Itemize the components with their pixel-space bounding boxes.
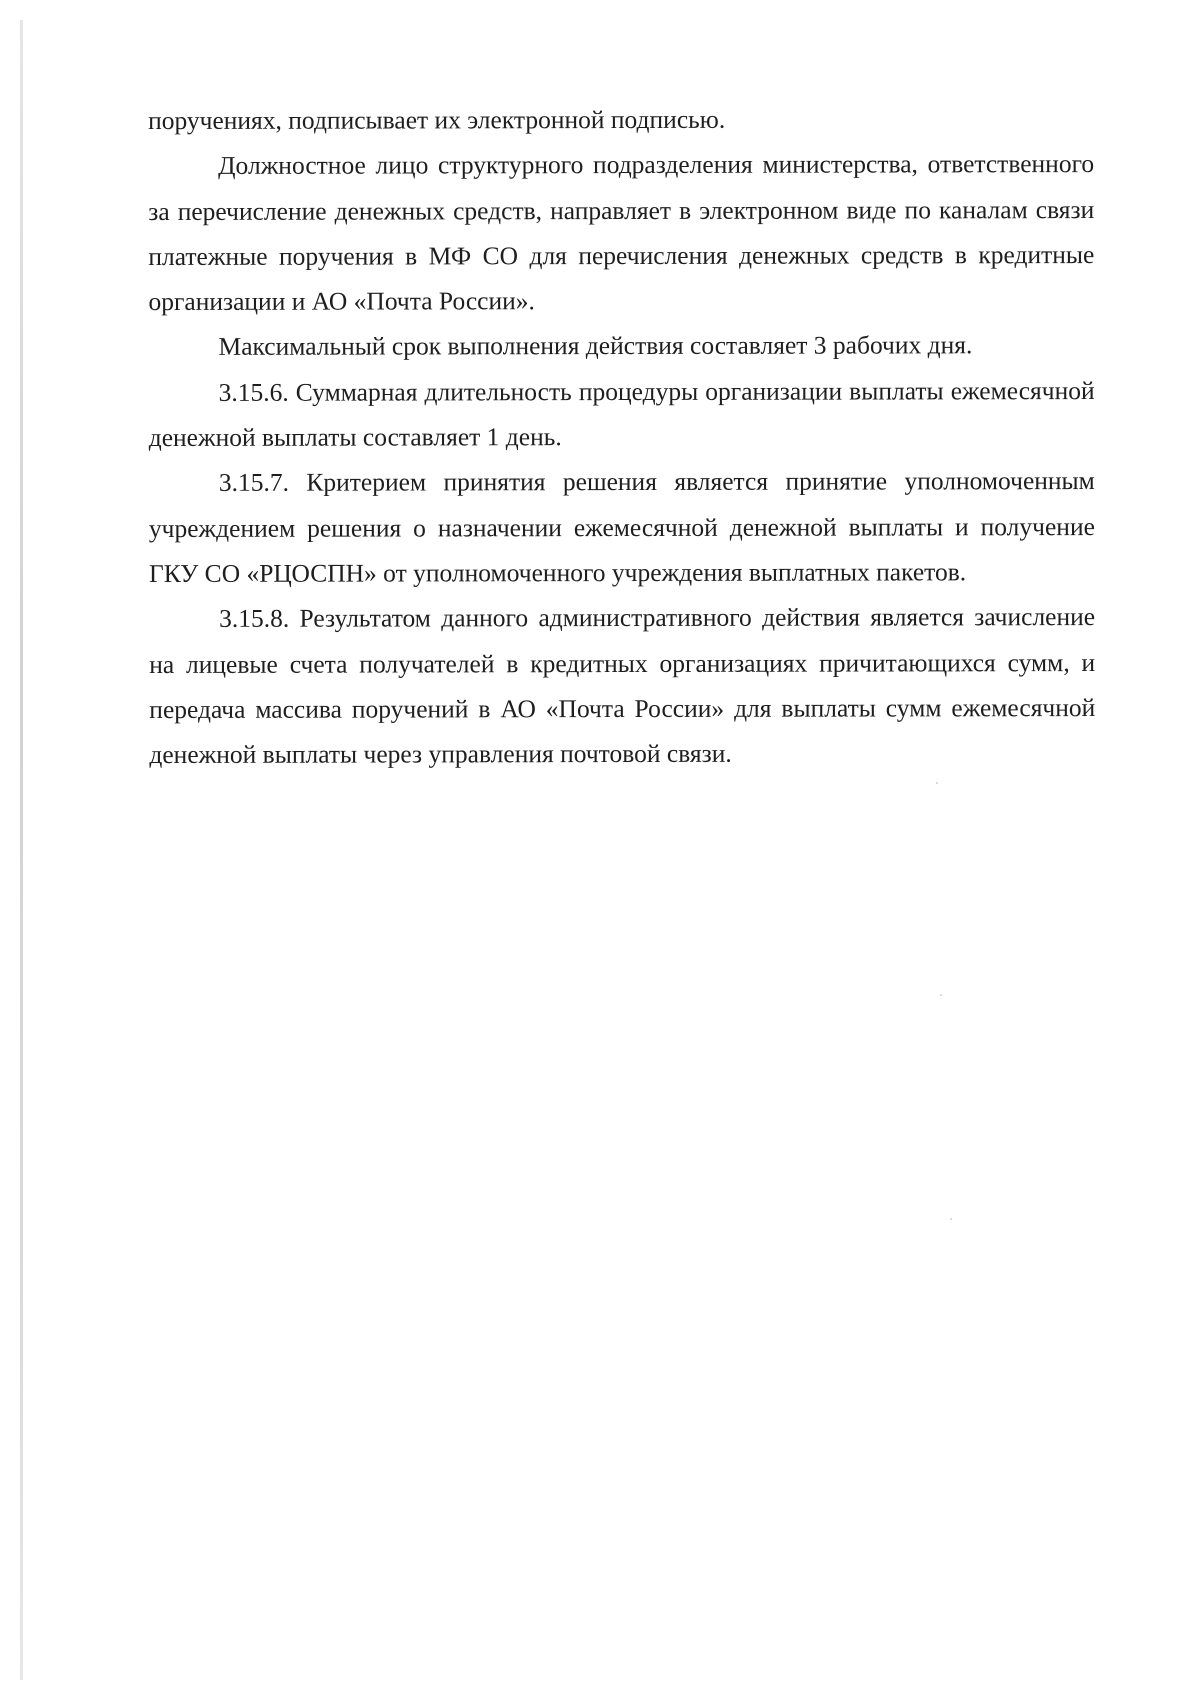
scan-speck [936,782,938,784]
paragraph-3-15-6: 3.15.6. Суммарная длительность процедуры организации выплаты ежемесячной денежной выплаты составляет 1 день. [148,375,1095,453]
paragraph-3-15-8: 3.15.8. Результатом данного административного действия является зачисление на лицевые счета получателей в кредитных организациях причитающихся сумм, и передача массива поручений в АО «Почта России» для выплаты сумм ежемесячной денежной выплаты через управления почтовой связи. [149,602,1096,770]
scan-speck [950,1218,952,1220]
paragraph-continuation: поручениях, подписывает их электронной подписью. [148,104,726,135]
document-body [148,96,1095,777]
paragraph-max-term: Максимальный срок выполнения действия составляет 3 рабочих дня. [218,330,973,362]
scan-speck [940,994,942,996]
scan-edge-shadow [20,20,23,1680]
paragraph-3-15-7: 3.15.7. Критерием принятия решения является принятие уполномоченным учреждением решения о назначении ежемесячной денежной выплаты и получение ГКУ СО «РЦОСПН» от уполномоченного учреждения выплатных пакетов. [148,466,1095,588]
paragraph-payment-orders: Должностное лицо структурного подразделения министерства, ответственного за перечисление денежных средств, направляет в электронном виде по каналам связи платежные поручения в МФ СО для перечисления денежных средств в кредитные организации и АО «Почта России». [148,149,1095,317]
